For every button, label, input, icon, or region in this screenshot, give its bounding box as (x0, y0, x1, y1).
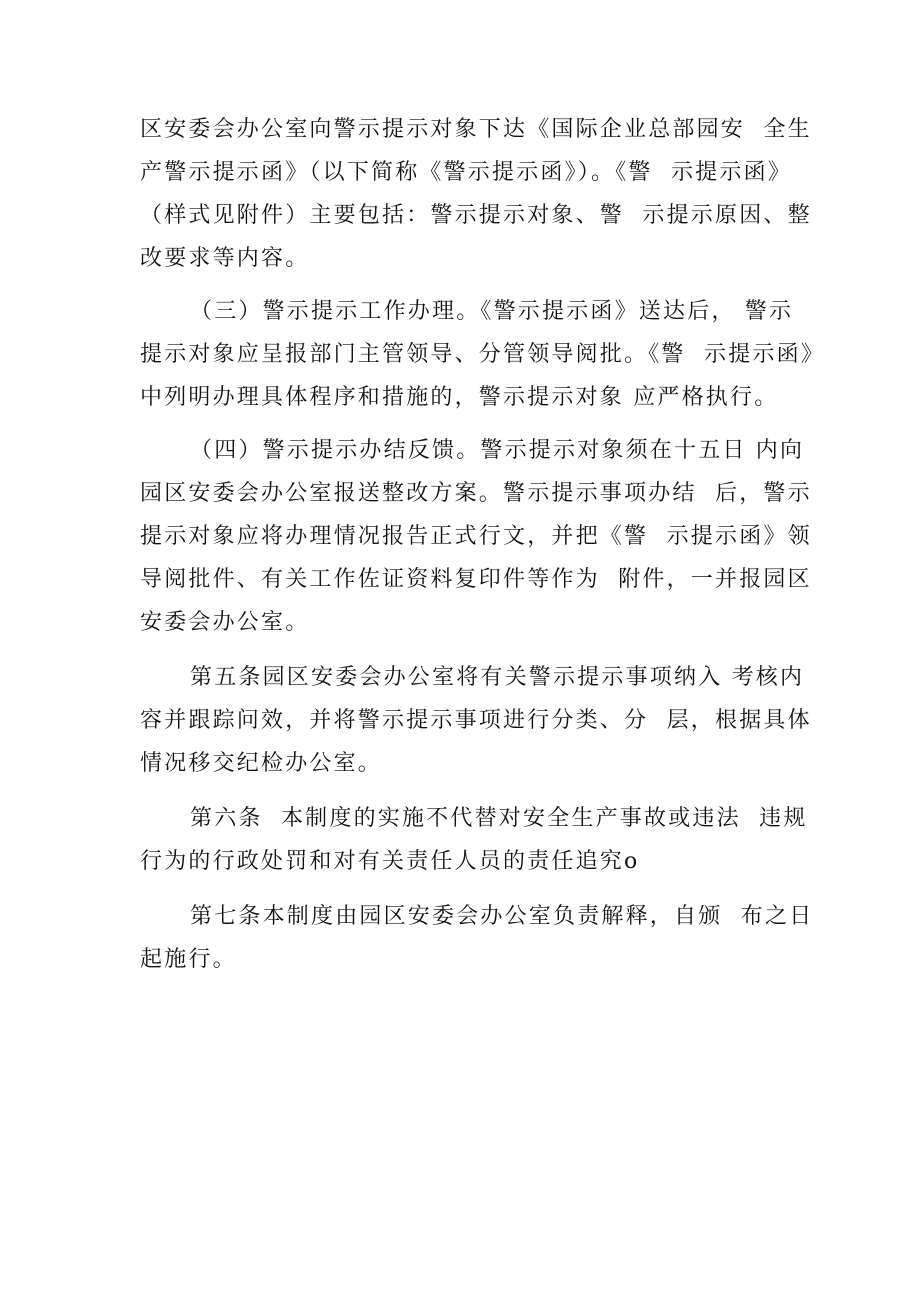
text-line: 中列明办理具体程序和措施的，警示提示对象 应严格执行。 (140, 385, 779, 410)
text-line: （样式见附件）主要包括：警示提示对象、警 示提示原因、整 (140, 203, 812, 228)
text-line: 导阅批件、有关工作佐证资料复印件等作为 附件，一并报园区 (140, 567, 812, 592)
paragraph-item-three (140, 290, 825, 419)
text-line: 安委会办公室。 (140, 610, 310, 635)
paragraph-article-five (140, 656, 812, 785)
text-line: 园区安委会办公室报送整改方案。警示提示事项办结 后，警示 (140, 481, 812, 506)
text-line: 提示对象应将办理情况报告正式行文，并把《警 示提示函》领 (140, 524, 812, 549)
text-line: （三）警示提示工作办理。《警示提示函》送达后， 警示 (190, 299, 794, 324)
text-line: 改要求等内容。 (140, 246, 310, 271)
paragraph-spacer (140, 280, 790, 290)
paragraph-spacer (140, 419, 790, 429)
paragraph-item-four (140, 429, 812, 644)
text-line: 情况移交纪检办公室。 (140, 751, 383, 776)
document-body (140, 108, 825, 981)
text-line: 行为的行政处罚和对有关责任人员的责任追究o (140, 849, 640, 874)
text-line: 容并跟踪问效，并将警示提示事项进行分类、分 层，根据具体 (140, 708, 812, 733)
paragraph-notice-letter (140, 108, 812, 280)
text-line: 第六条 本制度的实施不代替对安全生产事故或违法 违规 (190, 806, 808, 831)
text-line: 提示对象应呈报部门主管领导、分管领导阅批。《警 示提示函》 (140, 342, 825, 367)
text-line: （四）警示提示办结反馈。警示提示对象须在十五日 内向 (190, 438, 805, 463)
text-line: 产警示提示函》（以下简称《警示提示函》）。《警 示提示函》 (140, 160, 792, 185)
text-line: 区安委会办公室向警示提示对象下达《国际企业总部园安 全生 (140, 117, 812, 142)
paragraph-article-six (140, 797, 808, 883)
paragraph-article-seven (140, 895, 814, 981)
text-line: 第五条园区安委会办公室将有关警示提示事项纳入 考核内 (190, 665, 805, 690)
paragraph-spacer (140, 785, 790, 797)
paragraph-spacer (140, 883, 790, 895)
text-line: 第七条本制度由园区安委会办公室负责解释，自颁 布之日 (190, 904, 814, 929)
paragraph-spacer (140, 644, 790, 656)
text-line: 起施行。 (140, 947, 237, 972)
